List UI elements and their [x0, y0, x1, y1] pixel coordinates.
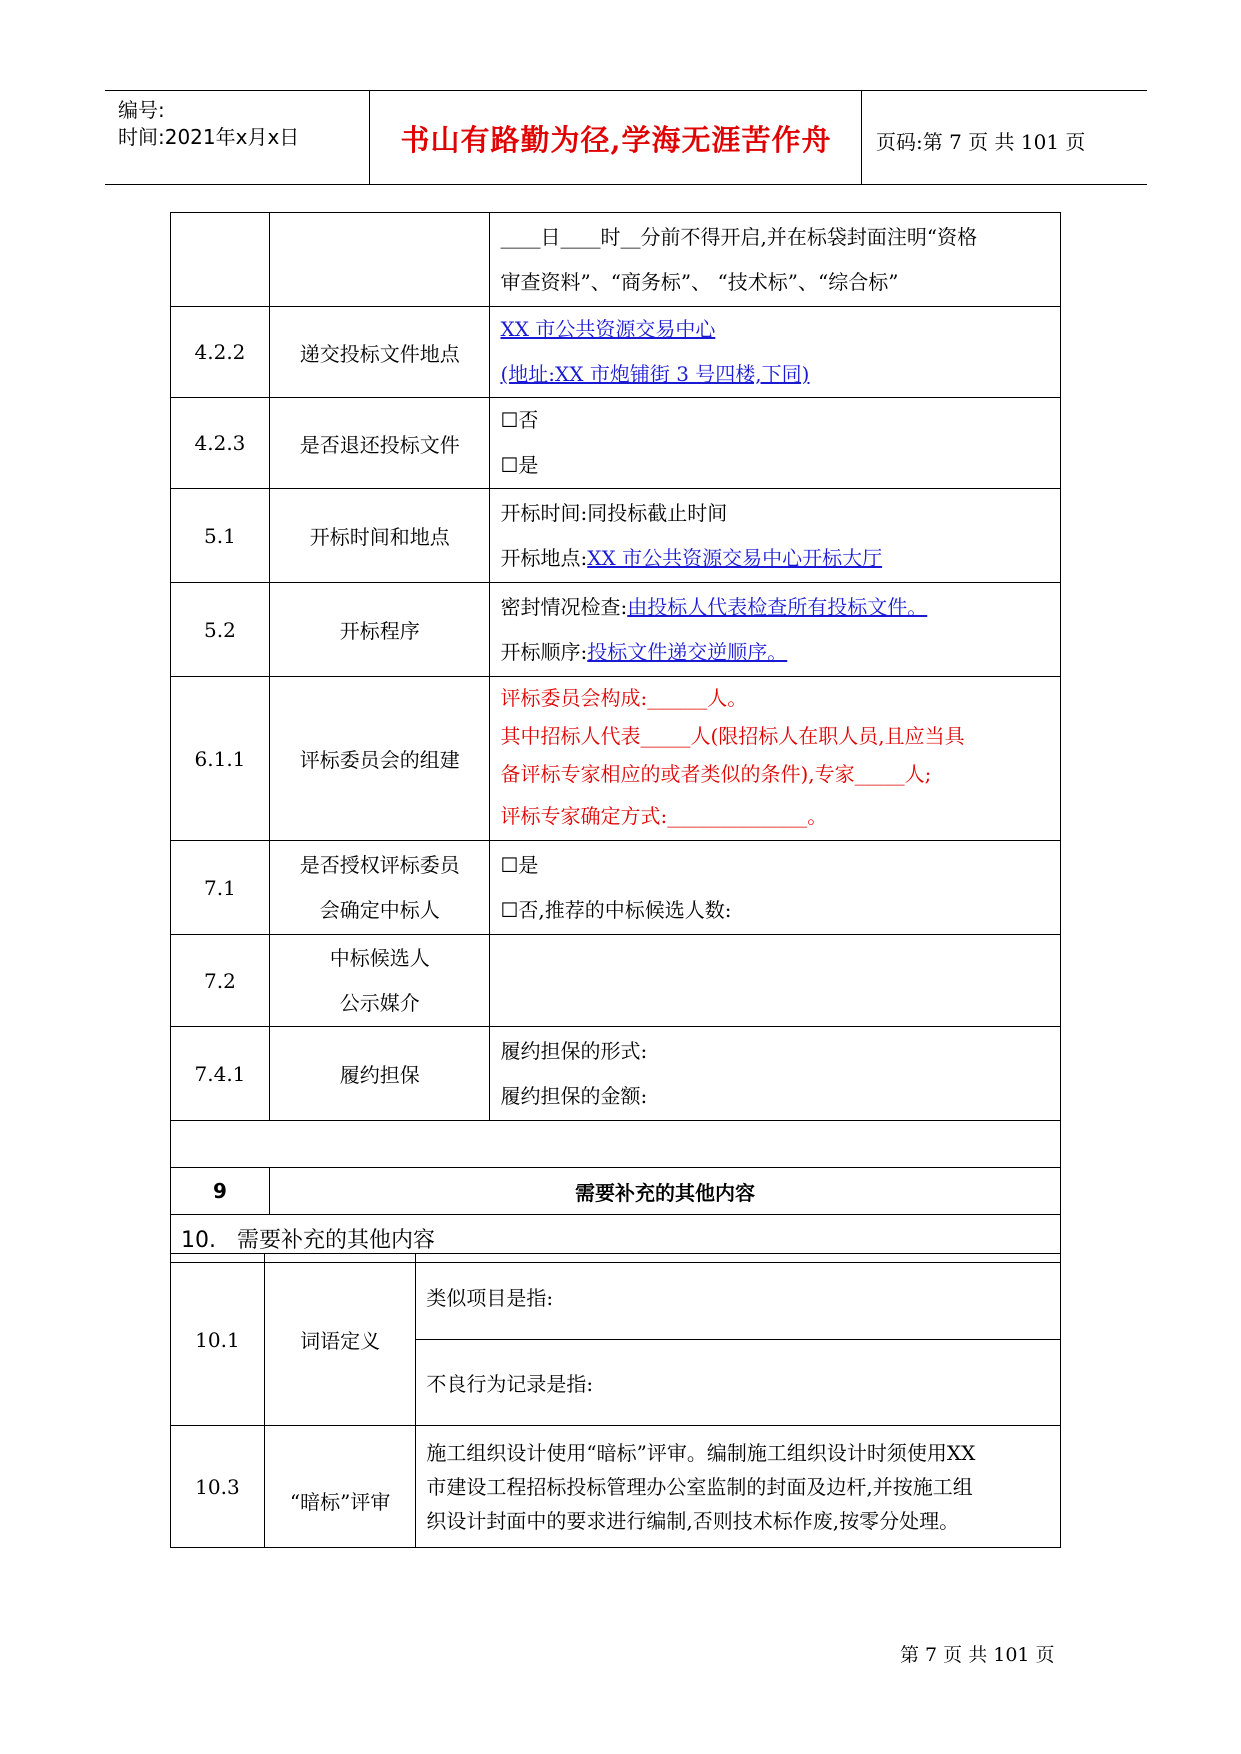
row-number-cell: [171, 213, 270, 307]
row-content-cell: [490, 398, 1061, 489]
content-line: 开标时间:同投标截止时间: [500, 500, 728, 525]
content-prefix: 开标地点:: [500, 545, 588, 570]
document-number-label: 编号:: [118, 98, 165, 122]
row-label: 开标程序: [269, 583, 490, 677]
row-content-cell: [490, 307, 1061, 398]
row-label: 会确定中标人: [319, 897, 440, 922]
table-row: [171, 841, 1061, 935]
supplement-table: [170, 1253, 1061, 1548]
row-label-cell: [269, 213, 490, 307]
table-row: [171, 583, 1061, 677]
table-row: [171, 398, 1061, 489]
header-divider-left: [369, 90, 370, 184]
bid-info-table: [170, 212, 1061, 1263]
content-line: 履约担保的金额:: [500, 1083, 648, 1108]
header-page-label: 页码:第 7 页 共 101 页: [876, 130, 1086, 154]
row-number: 7.1: [171, 841, 270, 935]
content-line: ____日____时__分前不得开启,并在标袋封面注明“资格: [500, 224, 978, 249]
content-line: 市建设工程招标投标管理办公室监制的封面及边杆,并按施工组: [426, 1474, 973, 1499]
seal-check-link[interactable]: 由投标人代表检查所有投标文件。: [627, 594, 928, 619]
row-number: 5.1: [171, 489, 270, 583]
content-line: 审查资料”、“商务标”、 “技术标”、“综合标”: [500, 269, 899, 294]
content-line: 评标专家确定方式:______________。: [500, 803, 828, 828]
content-prefix: 开标顺序:: [500, 639, 588, 664]
content-line: 评标委员会构成:______人。: [500, 685, 748, 710]
row-number: 4.2.2: [171, 307, 270, 398]
option-yes[interactable]: ☐是: [500, 453, 539, 477]
table-row: [171, 677, 1061, 841]
row-content-cell: [416, 1426, 1061, 1548]
row-number: 6.1.1: [171, 677, 270, 841]
table-row: [171, 489, 1061, 583]
row-number: 10.3: [171, 1426, 265, 1548]
content-prefix: 密封情况检查:: [500, 594, 628, 619]
opening-order-link[interactable]: 投标文件递交逆顺序。: [587, 639, 788, 664]
row-label-cell: [269, 841, 490, 935]
table-row: [171, 213, 1061, 307]
empty-cell: [171, 1121, 1061, 1168]
header-motto: 书山有路勤为径,学海无涯苦作舟: [400, 123, 832, 157]
table-row: [171, 307, 1061, 398]
content-line: 履约担保的形式:: [500, 1038, 648, 1063]
address-link[interactable]: (地址:XX 市炮铺街 3 号四楼,下同): [500, 362, 810, 386]
row-number: 7.2: [171, 935, 270, 1027]
row-number: 5.2: [171, 583, 270, 677]
row-label: 履约担保: [269, 1027, 490, 1121]
row-label-cell: [269, 935, 490, 1027]
row-content-cell: [490, 935, 1061, 1027]
content-line: 施工组织设计使用“暗标”评审。编制施工组织设计时须使用XX: [426, 1440, 976, 1465]
row-label: 是否退还投标文件: [269, 398, 490, 489]
row-label: 公示媒介: [339, 990, 420, 1015]
row-label: “暗标”评审: [264, 1426, 416, 1548]
table-row-empty: [171, 1121, 1061, 1168]
row-label: 词语定义: [264, 1254, 416, 1426]
row-content-cell: [490, 213, 1061, 307]
content-line: 备评标专家相应的或者类似的条件),专家_____人;: [500, 761, 932, 786]
header-top-rule: [105, 90, 1147, 91]
definition-line: 类似项目是指:: [416, 1254, 1061, 1340]
row-content-cell: [490, 583, 1061, 677]
row-label: 开标时间和地点: [269, 489, 490, 583]
content-line: 织设计封面中的要求进行编制,否则技术标作废,按零分处理。: [426, 1508, 960, 1533]
option-yes[interactable]: ☐是: [500, 852, 539, 877]
page-footer: 第 7 页 共 101 页: [900, 1644, 1055, 1666]
row-number: 10.1: [171, 1254, 265, 1426]
row-content-cell: [490, 677, 1061, 841]
section-heading: 需要补充的其他内容: [269, 1168, 1060, 1215]
option-no[interactable]: ☐否,推荐的中标候选人数:: [500, 897, 732, 922]
row-label: 递交投标文件地点: [269, 307, 490, 398]
section-title: 10. 需要补充的其他内容: [171, 1215, 1061, 1263]
row-content-cell: [490, 841, 1061, 935]
header-divider-right: [861, 90, 862, 184]
definition-line: 不良行为记录是指:: [416, 1340, 1061, 1426]
row-content-cell: [490, 489, 1061, 583]
row-label: 中标候选人: [329, 945, 430, 970]
table-row: [171, 1168, 1061, 1215]
row-label: 评标委员会的组建: [269, 677, 490, 841]
row-number: 7.4.1: [171, 1027, 270, 1121]
table-row: [171, 1254, 1061, 1340]
table-row: [171, 1426, 1061, 1548]
row-number: 9: [171, 1168, 270, 1215]
table-row: [171, 1027, 1061, 1121]
venue-link[interactable]: XX 市公共资源交易中心: [500, 317, 716, 341]
opening-venue-link[interactable]: XX 市公共资源交易中心开标大厅: [587, 545, 883, 570]
header-bottom-rule: [105, 184, 1147, 185]
document-time-label: 时间:2021年x月x日: [118, 125, 300, 149]
row-label: 是否授权评标委员: [299, 852, 460, 877]
table-row: [171, 935, 1061, 1027]
row-number: 4.2.3: [171, 398, 270, 489]
option-no[interactable]: ☐否: [500, 408, 539, 432]
content-line: 其中招标人代表_____人(限招标人在职人员,且应当具: [500, 723, 965, 748]
row-content-cell: [490, 1027, 1061, 1121]
